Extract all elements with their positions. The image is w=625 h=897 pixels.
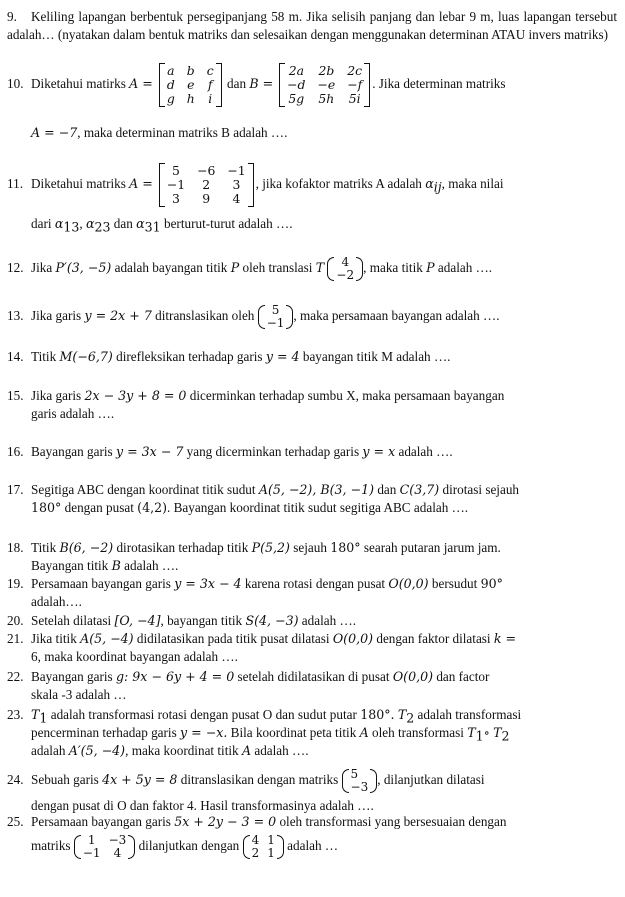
question-14: 14. Titik M(−6,7) direfleksikan terhadap garis y = 4 bayangan titik M adalah ….: [7, 349, 451, 364]
question-number: 23.: [7, 707, 24, 722]
question-24: 24. Sebuah garis 4x + 5y = 8 ditranslasikan dengan matriks 5 −3 , dilanjutkan dilatasi: [7, 767, 485, 794]
question-number: 11.: [7, 176, 23, 192]
matrix-cell: −2: [336, 268, 355, 282]
matrix-cell: 9: [202, 191, 211, 206]
question-number: 24.: [7, 772, 24, 788]
matrix-cell: 3: [232, 177, 241, 192]
matrix-cell: 5h: [318, 91, 335, 106]
matrix-cell: 5: [172, 163, 180, 178]
question-text: Keliling lapangan berbentuk persegipanjang 58 m. Jika selisih panjang dan lebar 9 m, luas lapangan tersebut adalah… (nyatakan dalam bentuk matriks dan selesaikan dengan menggunakan determinan ATAU invers matriks): [7, 9, 617, 42]
question-number: 9.: [7, 9, 17, 24]
matrix-cell: 3: [172, 191, 180, 206]
question-12: 12. Jika P′(3, −5) adalah bayangan titik P oleh translasi T 4 −2 , maka titik P adalah ….: [7, 255, 493, 282]
matrix-cell: −d: [287, 77, 306, 92]
matrix-cell: 2b: [318, 63, 335, 78]
question-number: 16.: [7, 444, 24, 459]
matrix-cell: −3: [108, 833, 127, 847]
translation-vector: [327, 256, 363, 282]
matrix-cell: −1: [82, 846, 101, 860]
question-25: 25. Persamaan bayangan garis 5x + 2y − 3 = 0 oleh transformasi yang bersesuaian dengan: [7, 814, 507, 829]
question-20: 20. Setelah dilatasi [O, −4], bayangan titik S(4, −3) adalah ….: [7, 613, 356, 628]
question-22-line-2: skala -3 adalah …: [31, 687, 127, 702]
question-22: 22. Bayangan garis g: 9x − 6y + 4 = 0 setelah didilatasikan di pusat O(0,0) dan factor: [7, 669, 490, 684]
question-15: 15. Jika garis 2x − 3y + 8 = 0 dicerminkan terhadap sumbu X, maka persamaan bayangan: [7, 388, 505, 403]
matrix-cell: −6: [197, 163, 216, 178]
matrix-cell: −1: [266, 316, 285, 330]
matrix-cell: −f: [347, 77, 363, 92]
matrix-a: [159, 63, 222, 107]
matrix-cell: −1: [227, 163, 246, 178]
matrix-cell: 4: [113, 846, 122, 860]
question-11-line-2: dari $\alpha_{13}$, $\alpha_{23}$ dan $\alpha_{31}$ berturut-turut adalah ….: [31, 216, 293, 235]
matrix-cell: 2: [202, 177, 211, 192]
matrix-cell: 1: [267, 833, 275, 847]
matrix-cell: 2a: [288, 63, 304, 78]
matrix-cell: −1: [166, 177, 186, 192]
question-24-line-2: dengan pusat di O dan faktor 4. Hasil transformasinya adalah ….: [31, 798, 374, 813]
matrix-cell: e: [187, 77, 195, 92]
question-16: 16. Bayangan garis y = 3x − 7 yang dicerminkan terhadap garis y = x adalah ….: [7, 444, 453, 459]
translation-vector: [258, 304, 294, 330]
matrix-cell: g: [166, 91, 175, 106]
question-number: 18.: [7, 540, 24, 555]
matrix-cell: i: [208, 91, 213, 106]
matrix-cell: b: [186, 63, 195, 78]
question-11: 11. Diketahui matriks A = 5 −6 −1 −1 2 3 3 9 4 , jika kofaktor matriks A adalah $\alpha_{ij}$, maka nilai: [7, 163, 504, 206]
matrix-cell: 4: [251, 833, 260, 847]
question-25-line-2: matriks 1 −3 −1 4 dilanjutkan dengan 4 1 2 1 adalah …: [31, 833, 339, 860]
question-number: 17.: [7, 482, 24, 497]
question-21: 21. Jika titik A(5, −4) didilatasikan pada titik pusat dilatasi O(0,0) dengan faktor dilatasi k =: [7, 631, 517, 646]
matrix-cell: 4: [341, 255, 350, 269]
question-number: 22.: [7, 669, 24, 684]
matrix-cell: f: [207, 77, 213, 92]
matrix-cell: h: [186, 91, 195, 106]
question-number: 13.: [7, 308, 24, 324]
matrix-cell: −3: [350, 780, 369, 794]
translation-vector: [342, 768, 378, 794]
matrix-cell: 1: [87, 833, 96, 847]
question-number: 25.: [7, 814, 24, 829]
question-number: 21.: [7, 631, 24, 646]
question-number: 12.: [7, 260, 24, 276]
question-23: 23. $T_1$ adalah transformasi rotasi dengan pusat O dan sudut putar 180°. $T_2$ adalah transformasi: [7, 707, 522, 726]
question-23-line-3: adalah A′(5, −4), maka koordinat titik A adalah ….: [31, 743, 309, 758]
matrix-a: [159, 163, 254, 207]
matrix-cell: d: [166, 77, 175, 92]
matrix-cell: 2: [251, 846, 260, 860]
question-17-line-2: 180° dengan pusat (4,2). Bayangan koordinat titik sudut segitiga ABC adalah ….: [31, 500, 469, 515]
matrix-cell: −e: [317, 77, 336, 92]
matrix-2: [243, 834, 284, 860]
matrix-cell: 5i: [348, 91, 361, 106]
question-9: [7, 8, 617, 44]
matrix-b: [279, 63, 370, 107]
question-number: 10.: [7, 76, 24, 92]
matrix-cell: c: [206, 63, 214, 78]
matrix-cell: 5g: [288, 91, 305, 106]
question-13: 13. Jika garis y = 2x + 7 ditranslasikan oleh 5 −1 , maka persamaan bayangan adalah ….: [7, 303, 500, 330]
matrix-1: [74, 834, 135, 860]
question-15-line-2: garis adalah ….: [31, 406, 115, 421]
question-17: 17. Segitiga ABC dengan koordinat titik sudut A(5, −2), B(3, −1) dan C(3,7) dirotasi sejauh: [7, 482, 520, 497]
matrix-cell: 4: [232, 191, 241, 206]
matrix-cell: a: [167, 63, 175, 78]
question-10-line-2: A = −7, maka determinan matriks B adalah ….: [31, 125, 288, 140]
matrix-cell: 1: [267, 846, 275, 860]
matrix-cell: 5: [271, 303, 280, 317]
question-10: 10. Diketahui matirks A = a b c d e f g h i dan B = 2a 2b 2c −d −e −f 5g 5h 5i . Jika determinan matriks: [7, 63, 506, 106]
question-19-line-2: adalah….: [31, 594, 82, 609]
question-number: 15.: [7, 388, 24, 403]
matrix-cell: 2c: [347, 63, 363, 78]
question-18-line-2: Bayangan titik B adalah ….: [31, 558, 179, 573]
question-number: 14.: [7, 349, 24, 364]
question-18: 18. Titik B(6, −2) dirotasikan terhadap titik P(5,2) sejauh 180° searah putaran jarum jam.: [7, 540, 501, 555]
question-number: 20.: [7, 613, 24, 628]
matrix-cell: 5: [350, 767, 359, 781]
question-23-line-2: pencerminan terhadap garis y = −x. Bila koordinat peta titik A oleh transformasi $T_1\circ$ $T_2$: [31, 725, 510, 744]
question-number: 19.: [7, 576, 24, 591]
question-19: 19. Persamaan bayangan garis y = 3x − 4 karena rotasi dengan pusat O(0,0) bersudut 90°: [7, 576, 503, 591]
question-21-line-2: 6, maka koordinat bayangan adalah ….: [31, 649, 238, 664]
